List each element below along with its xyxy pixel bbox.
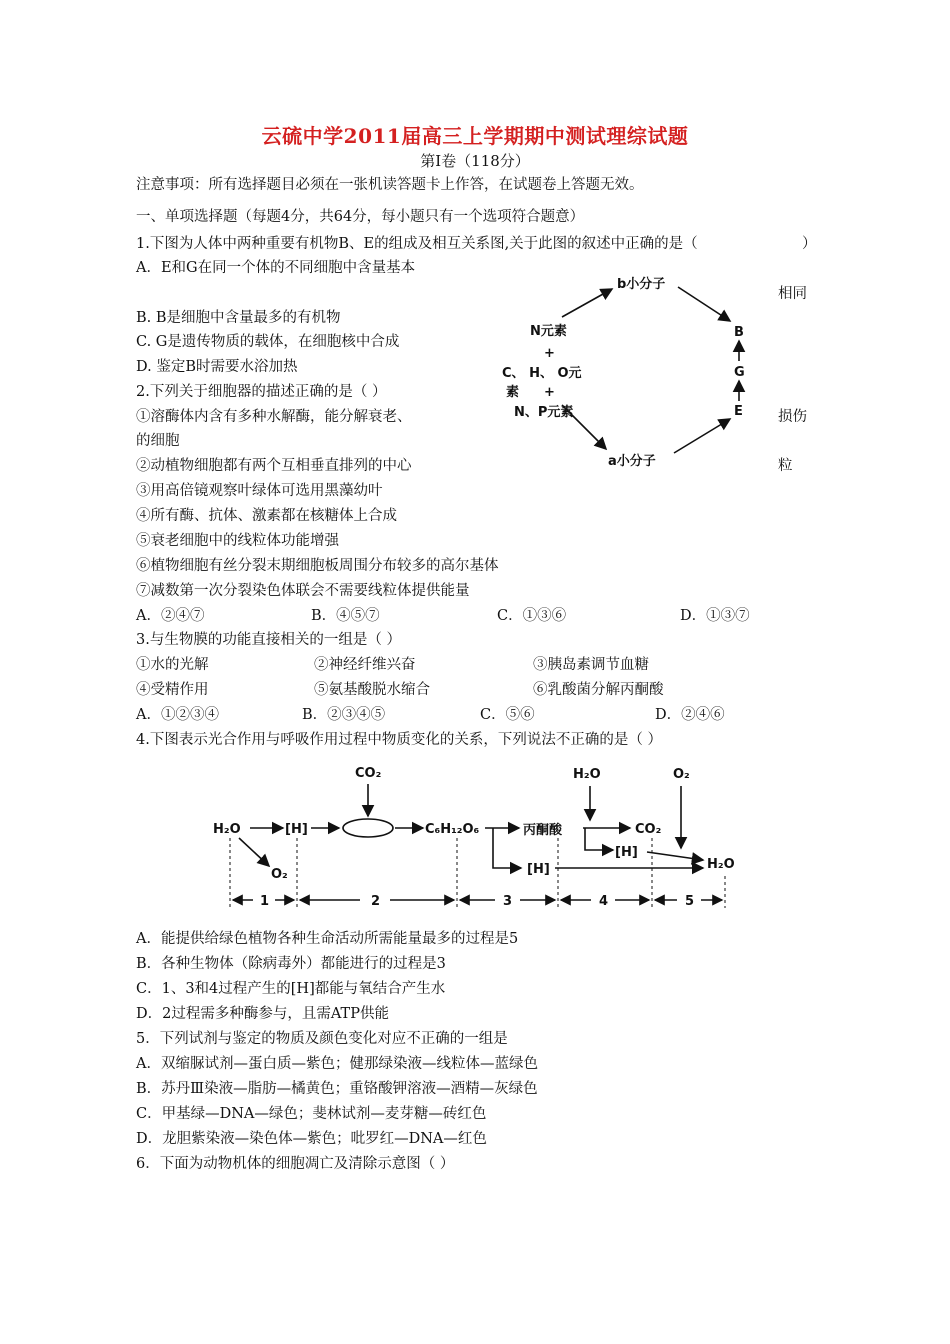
q4-option-b: B．各种生物体（除病毒外）都能进行的过程是3	[136, 956, 446, 972]
arrow-np-to-a-small	[562, 405, 606, 449]
q2-option-c: C．①③⑥	[497, 608, 567, 624]
plus-label-2: +	[544, 385, 555, 400]
plus-label-1: +	[544, 346, 555, 361]
q6-stem: 6．下面为动物机体的细胞凋亡及清除示意图（ ）	[136, 1156, 455, 1172]
arrow-b-small-to-b	[678, 287, 730, 321]
arrow-pyruvate-to-h-mid	[585, 828, 613, 850]
q3-item-6: ⑥乳酸菌分解丙酮酸	[533, 682, 664, 698]
q5-option-d: D．龙胆紫染液—染色体—紫色；吡罗红—DNA—红色	[136, 1131, 487, 1147]
q4-stem: 4.下图表示光合作用与呼吸作用过程中物质变化的关系，下列说法不正确的是（ ）	[136, 732, 662, 748]
stage-2-label: 2	[371, 894, 381, 909]
q2-item-2-tail: 粒	[778, 458, 793, 474]
q3-item-4: ④受精作用	[136, 682, 209, 698]
q2-item-1: ①溶酶体内含有多种水解酶，能分解衰老、	[136, 409, 412, 425]
q1-option-a: A．E和G在同一个体的不同细胞中含量基本	[136, 260, 416, 276]
pyruvate-label: 丙酮酸	[523, 823, 563, 838]
q1-option-b: B. B是细胞中含量最多的有机物	[136, 310, 341, 326]
h-left-label: [H]	[285, 822, 308, 837]
q2-item-2: ②动植物细胞都有两个互相垂直排列的中心	[136, 458, 412, 474]
q2-item-4: ④所有酶、抗体、激素都在核糖体上合成	[136, 508, 397, 524]
arrow-a-small-to-e	[674, 419, 730, 453]
q3-option-a: A．①②③④	[136, 707, 219, 723]
section-heading: 一、单项选择题（每题4分，共64分，每小题只有一个选项符合题意）	[136, 209, 585, 225]
node-g-label: G	[734, 365, 745, 380]
co2-top-label: CO₂	[355, 766, 382, 781]
np-element-label: N、P元素	[514, 405, 574, 420]
q1-option-a-tail: 相同	[778, 286, 807, 302]
h2o-right-label: H₂O	[707, 857, 735, 872]
o2-top-label: O₂	[673, 767, 690, 782]
q3-option-b: B．②③④⑤	[302, 707, 386, 723]
n-element-label: N元素	[530, 324, 567, 339]
arrow-glucose-to-h-low	[493, 828, 521, 868]
notice-text: 注意事项：所有选择题目必须在一张机读答题卡上作答，在试题卷上答题无效。	[136, 177, 644, 193]
h-mid-label: [H]	[615, 845, 638, 860]
q3-item-2: ②神经纤维兴奋	[314, 657, 416, 673]
cho-element-label: C、 H、 O元	[502, 366, 582, 381]
q5-option-b: B．苏丹Ⅲ染液—脂肪—橘黄色；重铬酸钾溶液—酒精—灰绿色	[136, 1081, 538, 1097]
node-b-label: B	[734, 325, 744, 340]
q4-option-a: A．能提供给绿色植物各种生命活动所需能量最多的过程是5	[136, 931, 519, 947]
o2-left-label: O₂	[271, 867, 288, 882]
h2o-top-label: H₂O	[573, 767, 601, 782]
q2-item-5: ⑤衰老细胞中的线粒体功能增强	[136, 533, 339, 549]
co2-right-label: CO₂	[635, 822, 662, 837]
calvin-cycle-oval	[343, 819, 393, 837]
h-low-label: [H]	[527, 862, 550, 877]
q4-option-c: C．1、3和4过程产生的[H]都能与氧结合产生水	[136, 981, 446, 997]
stage-1-label: 1	[260, 894, 270, 909]
page-title: 云硫中学2011届高三上学期期中测试理综试题	[261, 124, 689, 148]
q2-option-d: D．①③⑦	[680, 608, 750, 624]
q1-diagram	[490, 265, 780, 475]
q2-option-b: B．④⑤⑦	[311, 608, 380, 624]
q1-stem: 1.下图为人体中两种重要有机物B、E的组成及相互关系图,关于此图的叙述中正确的是（	[136, 236, 698, 252]
q2-item-6: ⑥植物细胞有丝分裂末期细胞板周围分布较多的高尔基体	[136, 558, 499, 574]
q3-option-d: D．②④⑥	[655, 707, 725, 723]
stage-dividers	[230, 838, 725, 908]
q1-option-c: C. G是遗传物质的载体，在细胞核中合成	[136, 334, 400, 350]
q1-option-d: D. 鉴定B时需要水浴加热	[136, 359, 298, 375]
paper-subtitle: 第Ⅰ卷（118分）	[420, 152, 530, 170]
node-e-label: E	[734, 404, 743, 419]
glucose-label: C₆H₁₂O₆	[425, 822, 480, 837]
q2-item-7: ⑦减数第一次分裂染色体联会不需要线粒体提供能量	[136, 583, 470, 599]
su-label: 素	[506, 385, 520, 400]
b-small-molecule-label: b小分子	[617, 277, 666, 292]
q1-stem-close: ）	[802, 236, 817, 252]
q2-item-3: ③用高倍镜观察叶绿体可选用黑藻幼叶	[136, 483, 383, 499]
q3-item-1: ①水的光解	[136, 657, 209, 673]
q4-option-d: D．2过程需多种酶参与，且需ATP供能	[136, 1006, 389, 1022]
q5-option-a: A．双缩脲试剂—蛋白质—紫色；健那绿染液—线粒体—蓝绿色	[136, 1056, 538, 1072]
q3-item-3: ③胰岛素调节血糖	[533, 657, 649, 673]
q2-option-a: A．②④⑦	[136, 608, 205, 624]
q2-stem: 2.下列关于细胞器的描述正确的是（ ）	[136, 384, 387, 400]
h2o-left-label: H₂O	[213, 822, 241, 837]
q2-item-1-tail: 损伤	[778, 409, 807, 425]
q3-stem: 3.与生物膜的功能直接相关的一组是（ ）	[136, 632, 401, 648]
q3-option-c: C．⑤⑥	[480, 707, 535, 723]
q5-stem: 5．下列试剂与鉴定的物质及颜色变化对应不正确的一组是	[136, 1031, 508, 1047]
stage-4-label: 4	[599, 894, 609, 909]
q5-option-c: C．甲基绿—DNA—绿色；斐林试剂—麦芽糖—砖红色	[136, 1106, 487, 1122]
stage-3-label: 3	[503, 894, 513, 909]
stage-5-label: 5	[685, 894, 695, 909]
a-small-molecule-label: a小分子	[608, 454, 656, 469]
arrow-n-to-b-small	[562, 289, 612, 317]
q2-item-1-cont: 的细胞	[136, 433, 180, 449]
q3-item-5: ⑤氨基酸脱水缩合	[314, 682, 430, 698]
arrow-h2o-to-o2	[239, 838, 269, 866]
q4-diagram	[205, 760, 745, 915]
arrow-h-mid-to-h2o	[647, 852, 703, 860]
